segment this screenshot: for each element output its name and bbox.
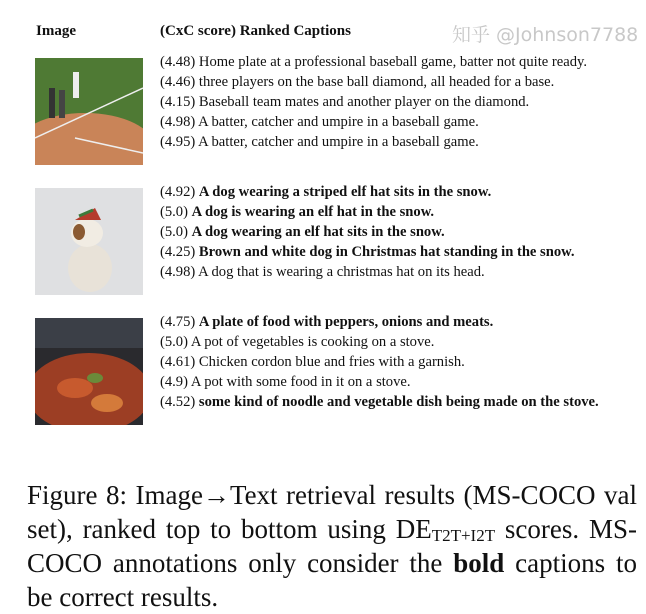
caption-score: (4.61) bbox=[160, 354, 196, 370]
caption-item bbox=[160, 262, 626, 282]
caption-list-3 bbox=[160, 312, 626, 412]
caption-item bbox=[160, 132, 626, 152]
caption-text: some kind of noodle and vegetable dish being made on the stove. bbox=[198, 394, 599, 410]
caption-score: (4.92) bbox=[160, 184, 196, 200]
caption-item bbox=[160, 352, 626, 372]
caption-text: A dog wearing an elf hat sits in the snow. bbox=[191, 224, 445, 240]
caption-text: A dog wearing a striped elf hat sits in the snow. bbox=[198, 184, 492, 200]
caption-score: (4.95) bbox=[160, 134, 196, 150]
caption-score: (5.0) bbox=[160, 204, 188, 220]
caption-text: Home plate at a professional baseball game, batter not quite ready. bbox=[198, 54, 587, 70]
figure-caption-part1: Figure 8: Image→Text retrieval results (MS-COCO val set), ranked top to bottom using DE bbox=[27, 480, 637, 544]
caption-item bbox=[160, 332, 626, 352]
caption-text: A dog that is wearing a christmas hat on its head. bbox=[198, 264, 485, 280]
figure-caption-subscript: T2T+I2T bbox=[431, 526, 496, 545]
caption-item bbox=[160, 202, 626, 222]
caption-text: three players on the base ball diamond, all headed for a base. bbox=[198, 74, 555, 90]
caption-text: Chicken cordon blue and fries with a garnish. bbox=[198, 354, 465, 370]
dog-elf-hat-snow-photo bbox=[35, 188, 143, 295]
food-pot-stove-photo bbox=[35, 318, 143, 425]
caption-text: A dog is wearing an elf hat in the snow. bbox=[191, 204, 435, 220]
figure-caption-part3: captions to be correct results. bbox=[27, 548, 637, 612]
caption-item bbox=[160, 222, 626, 242]
caption-text: A batter, catcher and umpire in a baseball game. bbox=[198, 134, 479, 150]
caption-text: A plate of food with peppers, onions and meats. bbox=[198, 314, 494, 330]
figure-caption bbox=[27, 478, 637, 614]
caption-score: (4.15) bbox=[160, 94, 196, 110]
caption-score: (4.52) bbox=[160, 394, 196, 410]
caption-text: A batter, catcher and umpire in a baseball game. bbox=[198, 114, 479, 130]
caption-item bbox=[160, 182, 626, 202]
caption-score: (4.9) bbox=[160, 374, 188, 390]
caption-text: Brown and white dog in Christmas hat standing in the snow. bbox=[198, 244, 575, 260]
caption-item bbox=[160, 372, 626, 392]
figure-caption-bold-word: bold bbox=[453, 548, 505, 578]
caption-item bbox=[160, 312, 626, 332]
caption-score: (5.0) bbox=[160, 224, 188, 240]
caption-item bbox=[160, 52, 626, 72]
baseball-game-photo bbox=[35, 58, 143, 165]
caption-item bbox=[160, 242, 626, 262]
captions-column-header: (CxC score) Ranked Captions bbox=[160, 23, 351, 39]
caption-list-2 bbox=[160, 182, 626, 282]
caption-item bbox=[160, 72, 626, 92]
caption-text: Baseball team mates and another player on the diamond. bbox=[198, 94, 530, 110]
caption-text: A pot with some food in it on a stove. bbox=[190, 374, 411, 390]
caption-item bbox=[160, 392, 626, 412]
caption-item bbox=[160, 112, 626, 132]
caption-text: A pot of vegetables is cooking on a stove. bbox=[190, 334, 435, 350]
caption-score: (4.25) bbox=[160, 244, 196, 260]
caption-score: (4.75) bbox=[160, 314, 196, 330]
image-column-header: Image bbox=[36, 23, 76, 39]
caption-list-1 bbox=[160, 52, 626, 152]
caption-score: (4.48) bbox=[160, 54, 196, 70]
watermark: 知乎 @Johnson7788 bbox=[452, 24, 639, 46]
caption-score: (5.0) bbox=[160, 334, 188, 350]
caption-score: (4.98) bbox=[160, 114, 196, 130]
caption-item bbox=[160, 92, 626, 112]
figure-caption-part2: scores. MS-COCO annotations only consider the bbox=[27, 514, 637, 578]
caption-score: (4.98) bbox=[160, 264, 196, 280]
caption-score: (4.46) bbox=[160, 74, 196, 90]
